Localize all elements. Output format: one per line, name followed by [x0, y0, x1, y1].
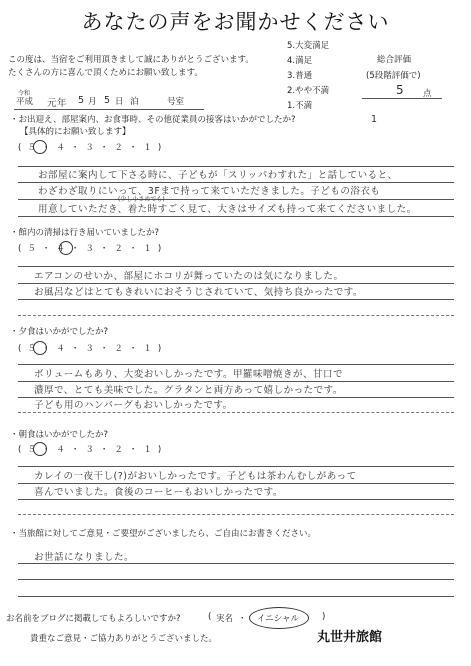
blog-selected-ellipse [249, 607, 309, 629]
q2-scale: (５・４・３・２・１) [18, 244, 168, 254]
intro-line-2: たくさんの方に喜んで頂くためにお願い致します。 [8, 68, 203, 78]
blog-consent-separator: ・ [238, 614, 247, 624]
q2-selected-circle [59, 241, 73, 255]
nights-label: 泊 [130, 97, 139, 107]
q2-rule-4 [18, 315, 454, 316]
scale-legend-1: 1.不満 [287, 101, 313, 111]
q1-scale: (５・４・３・２・１) [18, 143, 168, 153]
overall-underline [362, 98, 442, 99]
month-label: 月 [88, 97, 97, 107]
q4-rule-4 [18, 514, 454, 515]
q3-question: ・夕食はいかがでしたか? [10, 327, 109, 337]
scale-legend-5: 5.大変満足 [287, 41, 330, 51]
era-note: 令和 [18, 90, 31, 97]
blog-consent-close-paren: ) [322, 612, 326, 622]
q1-answer-note: (少し小さめでも) [118, 196, 165, 203]
q3-answer-1: ボリュームもあり、大変おいしかったです。甲羅味噌焼きが、甘口で [34, 369, 343, 380]
intro-line-1: この度は、当宿をご利用頂きまして誠にありがとうございます。 [8, 55, 254, 65]
q1-answer-1: お部屋に案内して下さる時に、子どもが「スリッパわすれた」と話していると、 [38, 170, 398, 181]
scale-legend-4: 4.満足 [287, 56, 313, 66]
blog-option-real-name[interactable]: 実名 [216, 614, 234, 624]
q1-question: ・お出迎え、部屋案内、お食事時、その他従業員の接客はいかがでしたか? [10, 115, 296, 125]
q1-selected-circle [33, 140, 47, 154]
overall-label: 総合評価 [377, 55, 412, 65]
q4-rule-1 [18, 466, 454, 467]
q3-scale: (５・４・３・２・１) [18, 344, 168, 354]
q2-answer-1: エアコンのせいか、部屋にホコリが舞っていたのは気になりました。 [34, 271, 344, 282]
q2-rule-1 [18, 266, 454, 267]
q1-rule-4 [18, 216, 454, 217]
q2-rule-3 [18, 299, 454, 300]
room-mark: 1 [371, 114, 378, 125]
q3-answer-3: 子ども用のハンバーグもおいしかったです。 [34, 400, 233, 411]
q4-selected-circle [33, 442, 47, 456]
stay-info-underline [14, 109, 204, 110]
scale-legend-2: 2.やや不満 [287, 86, 330, 96]
q3-rule-4 [18, 412, 454, 413]
scale-legend-3: 3.普通 [287, 71, 313, 81]
stay-day: 5 [104, 95, 111, 106]
form-title: あなたの声をお聞かせください [81, 10, 390, 34]
room-label: 号室 [167, 97, 185, 107]
blog-option-initials[interactable]: イニシャル [257, 614, 299, 624]
stay-year: 元年 [47, 98, 68, 109]
q2-answer-2: お風呂などはとてもきれいにおそうじされていて、気持ち良かったです。 [34, 287, 364, 298]
thanks-message: 貴重なご意見・ご協力ありがとうございました。 [30, 634, 218, 644]
blog-consent-question: お名前をブログに掲載してもよろしいですか? [6, 614, 181, 624]
q5-answer-1: お世話になりました。 [34, 552, 135, 563]
q3-rule-1 [18, 364, 454, 365]
stay-month: 5 [78, 95, 85, 106]
q4-scale: (５・４・３・２・１) [18, 445, 168, 455]
overall-unit: 点 [423, 89, 432, 99]
q1-answer-2: わざわざ取りにいって、3Fまで持って来ていただきました。子どもの浴衣も [38, 186, 381, 197]
q5-question: ・当旅館に対してご意見・ご要望がございましたら、ご自由にお書きください。 [10, 529, 317, 539]
era-label: 平成 [16, 97, 34, 107]
q1-answer-3: 用意していただき、着た時すごく見て、大きはサイズも持って来てくださいました。 [38, 204, 417, 215]
q5-rule-1 [18, 563, 454, 564]
q4-answer-1: カレイの一夜干し(?)がおいしかったです。子どもは茶わんむしがあって [34, 471, 357, 482]
q3-selected-circle [33, 341, 47, 355]
q1-detail-label: 【具体的にお願い致します】 [20, 127, 131, 137]
overall-value: 5 [396, 83, 405, 97]
overall-sublabel: (5段階評価で) [366, 71, 421, 81]
day-label: 日 [115, 97, 124, 107]
q5-rule-3 [18, 596, 454, 597]
inn-name: 丸世井旅館 [317, 630, 383, 645]
q1-rule-3 [18, 199, 454, 200]
q4-rule-3 [18, 499, 454, 500]
q2-question: ・館内の清掃は行き届いていましたか? [10, 228, 160, 238]
q3-answer-2: 濃厚で、とても美味でした。グラタンと両方あって嬉しかったです。 [34, 385, 343, 396]
q4-answer-2: 喜んでいました。食後のコーヒーもおいしかったです。 [34, 487, 283, 498]
q4-question: ・朝食はいかがでしたか? [10, 430, 109, 440]
q5-rule-2 [18, 579, 454, 580]
blog-consent-open-paren: ( [208, 612, 212, 622]
